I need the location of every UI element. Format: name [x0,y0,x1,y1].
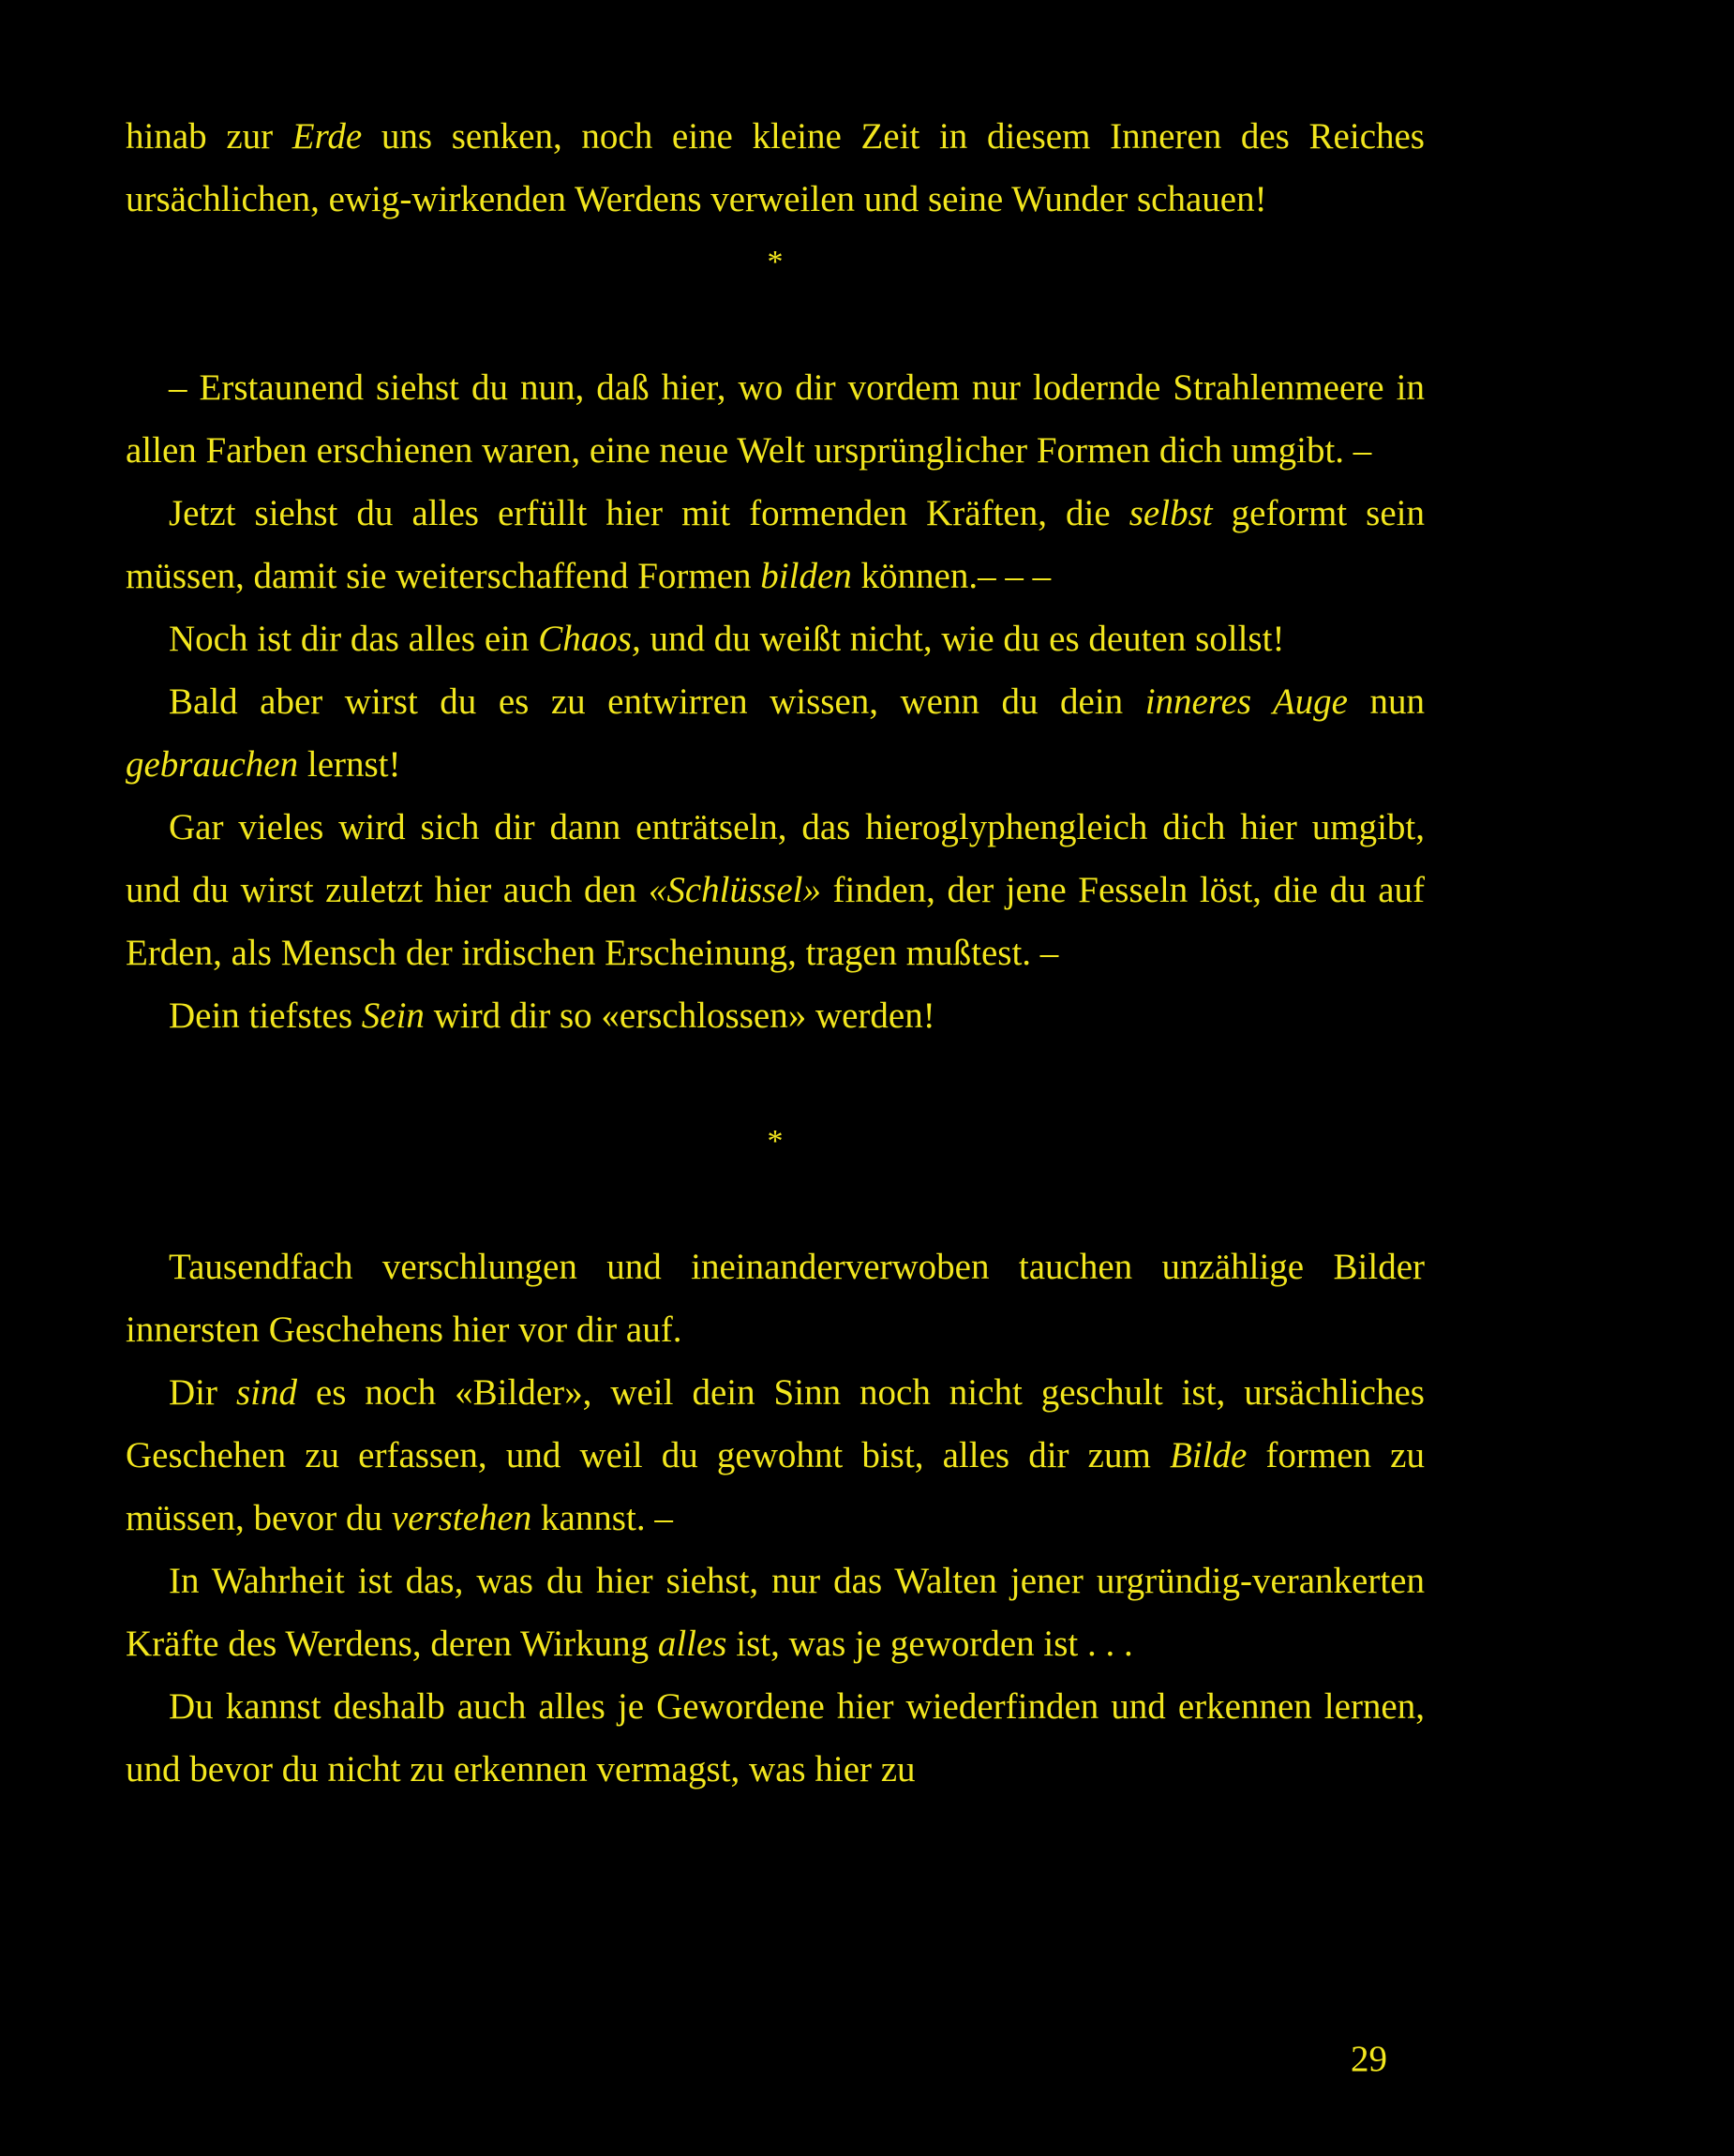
emphasis: «Schlüssel» [648,870,821,910]
emphasis: Erde [291,116,363,157]
emphasis: inneres Auge [1144,681,1348,722]
paragraph: Dir sind es noch «Bilder», weil dein Sinn noch nicht geschult ist, ursächliches Geschehen zu erfassen, und weil du gewohnt bist, alles dir zum Bilde formen zu müssen, bevor du verstehen kannst. – [126,1372,1425,1538]
emphasis: sind [235,1372,297,1413]
emphasis: selbst [1129,493,1213,533]
emphasis: Chaos, [538,619,641,659]
paragraph: hinab zur Erde uns senken, noch eine kleine Zeit in diesem Inneren des Reiches ursächlichen, ewig-wirkenden Werdens verweilen und seine Wunder schauen! [126,116,1425,219]
paragraph: – Erstaunend siehst du nun, daß hier, wo dir vordem nur lodernde Strahlenmeere in allen Farben erschienen waren, eine neue Welt ursprünglicher Formen dich umgibt. – [126,367,1425,471]
section-separator: * [767,1124,784,1159]
emphasis: verstehen [391,1498,532,1538]
paragraph: In Wahrheit ist das, was du hier siehst, nur das Walten jener urgründig-verankerten Kräfte des Werdens, deren Wirkung alles ist, was je geworden ist . . . [126,1561,1425,1664]
paragraph: Gar vieles wird sich dir dann enträtseln, das hieroglyphengleich dich hier umgibt, und du wirst zuletzt hier auch den «Schlüssel» finden, der jene Fesseln löst, die du auf Erden, als Mensch der irdischen Erscheinung, tragen mußtest. – [126,807,1425,973]
emphasis: Bilde [1169,1435,1248,1475]
paragraph: Noch ist dir das alles ein Chaos, und du weißt nicht, wie du es deuten sollst! [169,619,1285,659]
paragraph: Du kannst deshalb auch alles je Gewordene hier wiederfinden und erkennen lernen, und bevor du nicht zu erkennen vermagst, was hier zu [126,1686,1425,1789]
emphasis: bilden [760,556,852,596]
paragraph: Dein tiefstes Sein wird dir so «erschlossen» werden! [169,996,935,1036]
emphasis: Sein [361,996,425,1036]
section-separator: * [767,245,784,279]
emphasis: alles [657,1624,727,1664]
page-number: 29 [1351,2039,1387,2079]
paragraph: Jetzt siehst du alles erfüllt hier mit formenden Kräften, die selbst geformt sein müssen, damit sie weiterschaffend Formen bilden können.– – – [126,493,1425,596]
paragraph: Tausendfach verschlungen und ineinanderverwoben tauchen unzählige Bilder innersten Geschehens hier vor dir auf. [126,1247,1425,1350]
paragraph: Bald aber wirst du es zu entwirren wissen, wenn du dein inneres Auge nun gebrauchen lernst! [126,681,1426,785]
emphasis: gebrauchen [126,744,299,785]
page-body [126,105,1425,1801]
